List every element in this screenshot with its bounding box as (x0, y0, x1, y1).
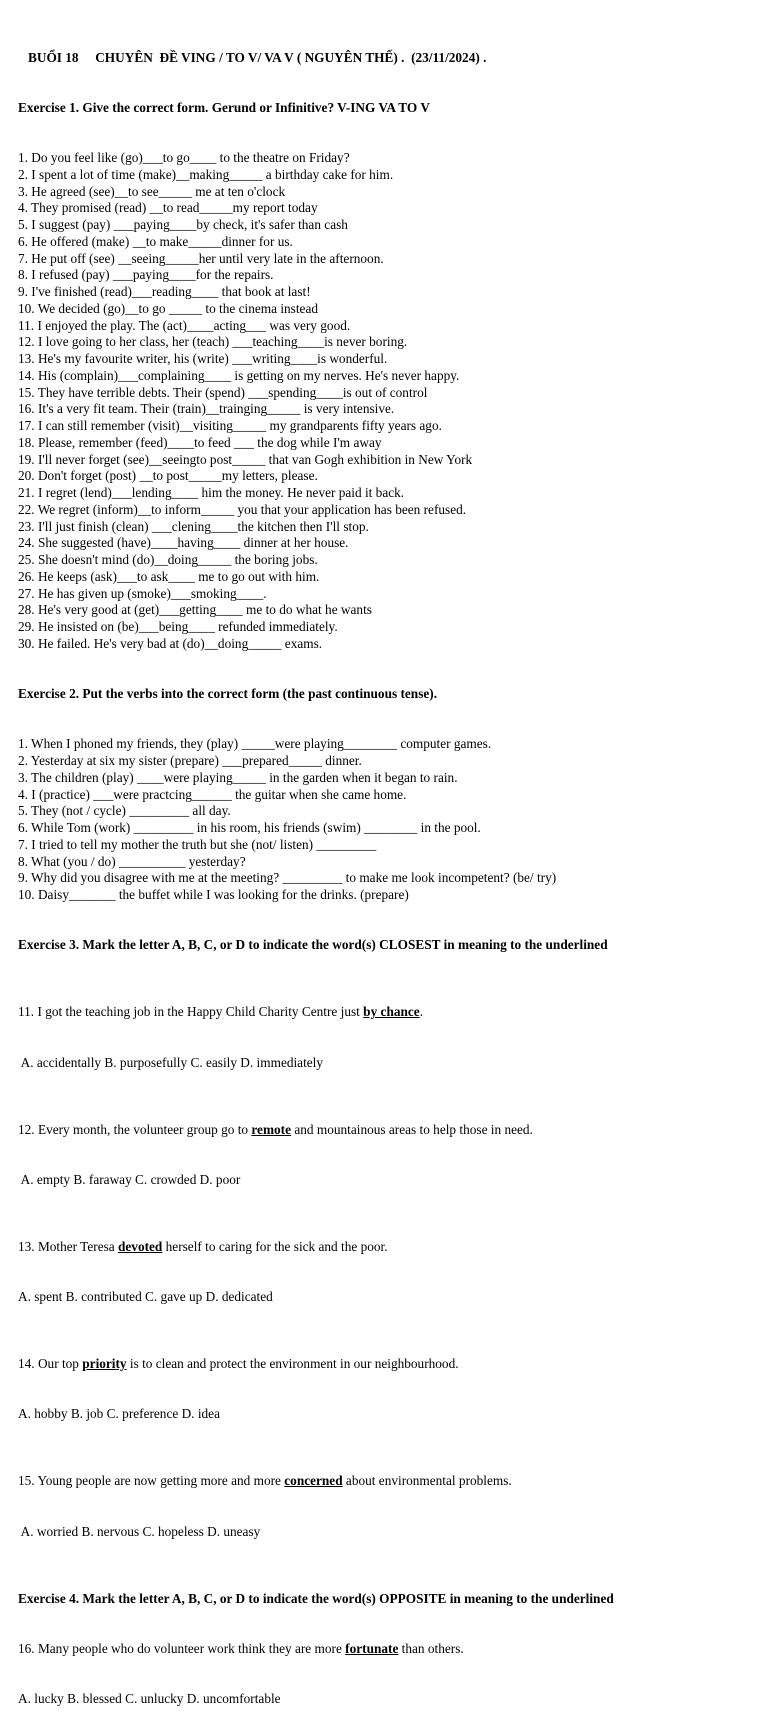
exercise-item: 30. He failed. He's very bad at (do)__doing_____ exams. (18, 635, 323, 651)
underlined-word: remote (251, 1121, 292, 1137)
question-15 (18, 1473, 763, 1490)
exercise-item: 1. When I phoned my friends, they (play) _____were playing________ computer games. (18, 736, 492, 752)
exercise-item: 10. We decided (go)__to go _____ to the cinema instead (18, 300, 319, 316)
exercise-item: 2. Yesterday at six my sister (prepare) ___prepared_____ dinner. (18, 753, 362, 768)
exercise-4-heading: Exercise 4. Mark the letter A, B, C, or D to indicate the word(s) OPPOSITE in meaning to the underlined (18, 1590, 614, 1606)
exercise-item: 4. I (practice) ___were practcing______ the guitar when she came home. (18, 786, 407, 802)
exercise-item: 18. Please, remember (feed)____to feed ___ the dog while I'm away (18, 434, 382, 450)
exercise-item: 1. Do you feel like (go)___to go____ to the theatre on Friday? (18, 150, 350, 165)
exercise-item: 22. We regret (inform)__to inform_____ you that your application has been refused. (18, 501, 467, 517)
exercise-item: 12. I love going to her class, her (teach) ___teaching____is never boring. (18, 334, 408, 350)
question-14 (18, 1356, 763, 1373)
question-text: and mountainous areas to help those in need. (291, 1121, 533, 1137)
worksheet-document (18, 16, 763, 1725)
underlined-word: priority (82, 1356, 127, 1371)
exercise-item: 23. I'll just finish (clean) ___clening____the kitchen then I'll stop. (18, 518, 369, 534)
exercise-item: 9. I've finished (read)___reading____ that book at last! (18, 284, 311, 299)
exercise-item: 5. I suggest (pay) ___paying____by check, it's safer than cash (18, 217, 348, 232)
exercise-item: 5. They (not / cycle) _________ all day. (18, 803, 231, 819)
underlined-word: devoted (118, 1238, 163, 1254)
exercise-item: 16. It's a very fit team. Their (train)__trainging_____ is very intensive. (18, 401, 395, 417)
question-text: 13. Mother Teresa (18, 1238, 118, 1254)
question-text: . (419, 1004, 424, 1020)
exercise-item: 9. Why did you disagree with me at the meeting? _________ to make me look incompetent? (be/ try) (18, 870, 557, 886)
exercise-item: 13. He's my favourite writer, his (write) ___writing____is wonderful. (18, 351, 388, 366)
exercise-1-list (18, 150, 763, 653)
exercise-item: 7. I tried to tell my mother the truth but she (not/ listen) _________ (18, 836, 377, 852)
question-text: 14. Our top (18, 1356, 83, 1371)
exercise-item: 15. They have terrible debts. Their (spend) ___spending____is out of control (18, 384, 428, 400)
question-text: about environmental problems. (342, 1473, 512, 1489)
answer-options-15: A. worried B. nervous C. hopeless D. uneasy (18, 1523, 261, 1539)
question-12 (18, 1122, 763, 1139)
exercise-item: 6. He offered (make) __to make_____dinner for us. (18, 233, 293, 249)
answer-options-14: A. hobby B. job C. preference D. idea (18, 1406, 220, 1422)
exercise-item: 10. Daisy_______ the buffet while I was looking for the drinks. (prepare) (18, 887, 409, 902)
exercise-item: 8. I refused (pay) ___paying____for the repairs. (18, 267, 274, 283)
question-text: 16. Many people who do volunteer work think they are more (18, 1640, 346, 1656)
exercise-item: 3. He agreed (see)__to see_____ me at ten o'clock (18, 183, 286, 199)
answer-options-16: A. lucky B. blessed C. unlucky D. uncomfortable (18, 1691, 281, 1706)
question-text: is to clean and protect the environment in our neighbourhood. (126, 1356, 459, 1371)
exercise-item: 14. His (complain)___complaining____ is getting on my nerves. He's never happy. (18, 367, 460, 383)
question-text: 15. Young people are now getting more and more (18, 1473, 285, 1489)
answer-options-12: A. empty B. faraway C. crowded D. poor (18, 1171, 241, 1187)
exercise-item: 7. He put off (see) __seeing_____her until very late in the afternoon. (18, 250, 384, 266)
exercise-item: 29. He insisted on (be)___being____ refunded immediately. (18, 619, 338, 634)
exercise-item: 8. What (you / do) __________ yesterday? (18, 853, 246, 869)
exercise-item: 6. While Tom (work) _________ in his room, his friends (swim) ________ in the pool. (18, 820, 481, 835)
exercise-item: 21. I regret (lend)___lending____ him the money. He never paid it back. (18, 485, 405, 500)
question-11 (18, 1004, 763, 1021)
exercise-2-heading: Exercise 2. Put the verbs into the correct form (the past continuous tense). (18, 686, 438, 701)
exercise-item: 3. The children (play) ____were playing_____ in the garden when it began to rain. (18, 769, 458, 785)
underlined-word: concerned (284, 1473, 343, 1489)
exercise-item: 4. They promised (read) __to read_____my report today (18, 200, 318, 216)
exercise-item: 26. He keeps (ask)___to ask____ me to go out with him. (18, 568, 320, 584)
exercise-1-heading: Exercise 1. Give the correct form. Gerund or Infinitive? V-ING VA TO V (18, 99, 430, 115)
question-text: than others. (398, 1640, 464, 1656)
exercise-item: 2. I spent a lot of time (make)__making_____ a birthday cake for him. (18, 166, 394, 182)
underlined-word: fortunate (345, 1640, 399, 1656)
exercise-item: 28. He's very good at (get)___getting____ me to do what he wants (18, 602, 372, 618)
exercise-item: 27. He has given up (smoke)___smoking____. (18, 585, 267, 601)
underlined-word: by chance (363, 1004, 420, 1020)
answer-options-13: A. spent B. contributed C. gave up D. dedicated (18, 1289, 273, 1304)
exercise-2-list (18, 736, 763, 904)
exercise-3-heading: Exercise 3. Mark the letter A, B, C, or D to indicate the word(s) CLOSEST in meaning to the underlined (18, 937, 608, 953)
exercise-item: 20. Don't forget (post) __to post_____my letters, please. (18, 468, 318, 484)
question-text: 12. Every month, the volunteer group go to (18, 1121, 252, 1137)
answer-options-11: A. accidentally B. purposefully C. easily D. immediately (18, 1054, 324, 1070)
question-text: herself to caring for the sick and the poor. (162, 1238, 388, 1254)
question-16 (18, 1641, 763, 1658)
exercise-item: 25. She doesn't mind (do)__doing_____ the boring jobs. (18, 552, 318, 567)
question-13 (18, 1239, 763, 1256)
worksheet-title: BUỔI 18 CHUYÊN ĐỀ VING / TO V/ VA V ( NGUYÊN THẾ) . (23/11/2024) . (18, 49, 487, 65)
exercise-item: 24. She suggested (have)____having____ dinner at her house. (18, 535, 349, 551)
question-text: 11. I got the teaching job in the Happy Child Charity Centre just (18, 1004, 364, 1020)
exercise-item: 19. I'll never forget (see)__seeingto post_____ that van Gogh exhibition in New York (18, 451, 473, 467)
exercise-item: 11. I enjoyed the play. The (act)____acting___ was very good. (18, 317, 351, 333)
exercise-item: 17. I can still remember (visit)__visiting_____ my grandparents fifty years ago. (18, 418, 442, 433)
